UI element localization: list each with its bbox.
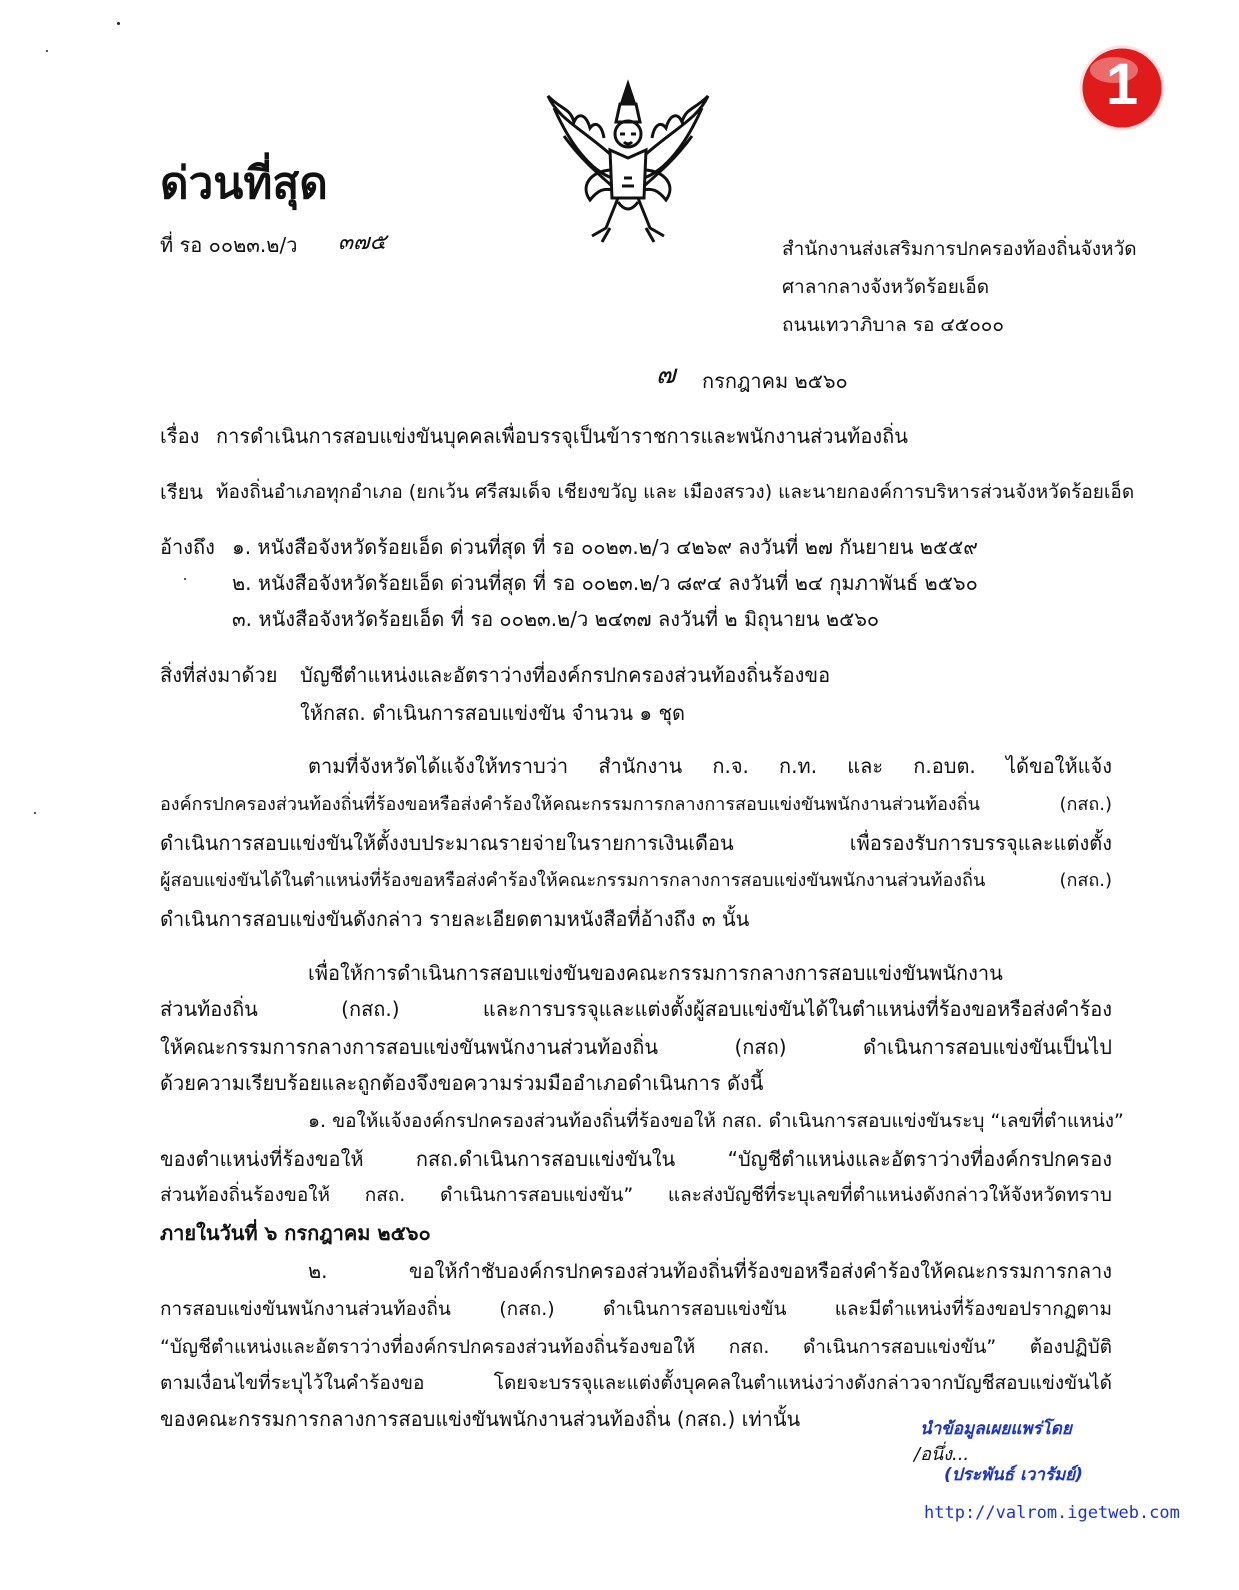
recipient-text: ท้องถิ่นอำเภอทุกอำเภอ (ยกเว้น ศรีสมเด็จ เชียงขวัญ และ เมืองสรวง) และนายกองค์การบริหารส่วนจังหวัดร้อยเอ็ด	[216, 481, 1135, 503]
scan-speck	[117, 22, 120, 25]
paragraph-2-line: ด้วยความเรียบร้อยและถูกต้องจึงขอความร่วมมืออำเภอดำเนินการ ดังนี้	[160, 1071, 764, 1095]
sender-line: ศาลากลางจังหวัดร้อยเอ็ด	[782, 276, 990, 298]
enclosure-line: บัญชีตำแหน่งและอัตราว่างที่องค์กรปกครองส่วนท้องถิ่นร้องขอ	[300, 663, 831, 687]
item-1-deadline: ภายในวันที่ ๖ กรกฎาคม ๒๕๖๐	[160, 1221, 431, 1245]
scan-speck	[46, 50, 48, 52]
paragraph-1-line: องค์กรปกครองส่วนท้องถิ่นที่ร้องขอหรือส่งคำร้องให้คณะกรรมการกลางการสอบแข่งขันพนักงานส่วนท้องถิ่น (กสถ.)	[160, 794, 1112, 815]
enclosure-line: ให้กสถ. ดำเนินการสอบแข่งขัน จำนวน ๑ ชุด	[300, 701, 686, 725]
item-2-line: ๒. ขอให้กำชับองค์กรปกครองส่วนท้องถิ่นที่ร้องขอหรือส่งคำร้องให้คณะกรรมการกลาง	[308, 1259, 1112, 1283]
recipient-label: เรียน	[160, 480, 203, 504]
item-2-line: “บัญชีตำแหน่งและอัตราว่างที่องค์กรปกครองส่วนท้องถิ่นร้องขอให้ กสถ. ดำเนินการสอบแข่งขัน” ต้องปฏิบัติ	[160, 1336, 1112, 1358]
publisher-url-link[interactable]: http://valrom.igetweb.com	[924, 1503, 1180, 1523]
paragraph-1-line: ดำเนินการสอบแข่งขันดังกล่าว รายละเอียดตามหนังสือที่อ้างถึง ๓ นั้น	[160, 907, 750, 931]
reference-item: ๑. หนังสือจังหวัดร้อยเอ็ด ด่วนที่สุด ที่ รอ ๐๐๒๓.๒/ว ๔๒๖๙ ลงวันที่ ๒๗ กันยายน ๒๕๕๙	[232, 535, 978, 559]
item-2-line: ของคณะกรรมการกลางการสอบแข่งขันพนักงานส่วนท้องถิ่น (กสถ.) เท่านั้น	[160, 1407, 801, 1431]
date-month-year: กรกฎาคม ๒๕๖๐	[702, 369, 848, 393]
item-2-line: การสอบแข่งขันพนักงานส่วนท้องถิ่น (กสถ.) ดำเนินการสอบแข่งขัน และมีตำแหน่งที่ร้องขอปรากฏตาม	[160, 1298, 1112, 1320]
scan-speck	[184, 578, 186, 580]
subject-label: เรื่อง	[160, 424, 200, 448]
reference-number: ที่ รอ ๐๐๒๓.๒/ว	[160, 233, 298, 257]
paragraph-1-line: ผู้สอบแข่งขันได้ในตำแหน่งที่ร้องขอหรือส่งคำร้องให้คณะกรรมการกลางการสอบแข่งขันพนักงานส่วนท้องถิ่น (กสถ.)	[160, 870, 1112, 891]
garuda-emblem-icon	[540, 78, 716, 254]
sender-line: ถนนเทวาภิบาล รอ ๔๕๐๐๐	[782, 314, 1004, 336]
date-day: ๗	[656, 360, 676, 390]
publisher-label: นำข้อมูลเผยแพร่โดย	[920, 1419, 1072, 1439]
item-2-line: ตามเงื่อนไขที่ระบุไว้ในคำร้องขอ โดยจะบรรจุและแต่งตั้งบุคคลในตำแหน่งว่างดังกล่าวจากบัญชีสอบแข่งขันได้	[160, 1372, 1112, 1394]
subject-text: การดำเนินการสอบแข่งขันบุคคลเพื่อบรรจุเป็นข้าราชการและพนักงานส่วนท้องถิ่น	[216, 424, 908, 448]
paragraph-1-line: ดำเนินการสอบแข่งขันให้ตั้งงบประมาณรายจ่ายในรายการเงินเดือน เพื่อรองรับการบรรจุและแต่งตั้ง	[160, 831, 1112, 855]
reference-item: ๒. หนังสือจังหวัดร้อยเอ็ด ด่วนที่สุด ที่ รอ ๐๐๒๓.๒/ว ๘๙๔ ลงวันที่ ๒๔ กุมภาพันธ์ ๒๕๖๐	[232, 571, 978, 595]
item-1-line: ๑. ขอให้แจ้งองค์กรปกครองส่วนท้องถิ่นที่ร้องขอให้ กสถ. ดำเนินการสอบแข่งขันระบุ “เลขที่ตำแหน่ง”	[308, 1110, 1124, 1132]
enclosure-label: สิ่งที่ส่งมาด้วย	[160, 663, 278, 687]
channel-one-badge-number: 1	[1105, 52, 1139, 117]
paragraph-2-line: ให้คณะกรรมการกลางการสอบแข่งขันพนักงานส่วนท้องถิ่น (กสถ) ดำเนินการสอบแข่งขันเป็นไป	[160, 1035, 1112, 1059]
item-1-line: ส่วนท้องถิ่นร้องขอให้ กสถ. ดำเนินการสอบแข่งขัน” และส่งบัญชีที่ระบุเลขที่ตำแหน่งดังกล่าวให้จังหวัดทราบ	[160, 1184, 1112, 1206]
item-1-line: ของตำแหน่งที่ร้องขอให้ กสถ.ดำเนินการสอบแข่งขันใน “บัญชีตำแหน่งและอัตราว่างที่องค์กรปกครอง	[160, 1147, 1112, 1171]
paragraph-2-line: เพื่อให้การดำเนินการสอบแข่งขันของคณะกรรมการกลางการสอบแข่งขันพนักงาน	[308, 961, 1003, 985]
sender-line: สำนักงานส่งเสริมการปกครองท้องถิ่นจังหวัด	[782, 238, 1137, 260]
publisher-name: (ประพันธ์ เวารัมย์)	[944, 1465, 1083, 1485]
continued-marker: /อนึ่ง...	[914, 1444, 970, 1465]
reference-item: ๓. หนังสือจังหวัดร้อยเอ็ด ที่ รอ ๐๐๒๓.๒/ว ๒๔๓๗ ลงวันที่ ๒ มิถุนายน ๒๕๖๐	[232, 607, 880, 631]
scan-speck	[34, 812, 36, 814]
urgency-heading: ด่วนที่สุด	[160, 158, 328, 209]
paragraph-2-line: ส่วนท้องถิ่น (กสถ.) และการบรรจุและแต่งตั้งผู้สอบแข่งขันได้ในตำแหน่งที่ร้องขอหรือส่งคำร้อง	[160, 997, 1112, 1021]
reference-handwritten-number: ๓๗๕	[338, 230, 387, 255]
paragraph-1-line: ตามที่จังหวัดได้แจ้งให้ทราบว่า สำนักงาน ก.จ. ก.ท. และ ก.อบต. ได้ขอให้แจ้ง	[308, 754, 1112, 778]
references-label: อ้างถึง	[160, 535, 215, 559]
